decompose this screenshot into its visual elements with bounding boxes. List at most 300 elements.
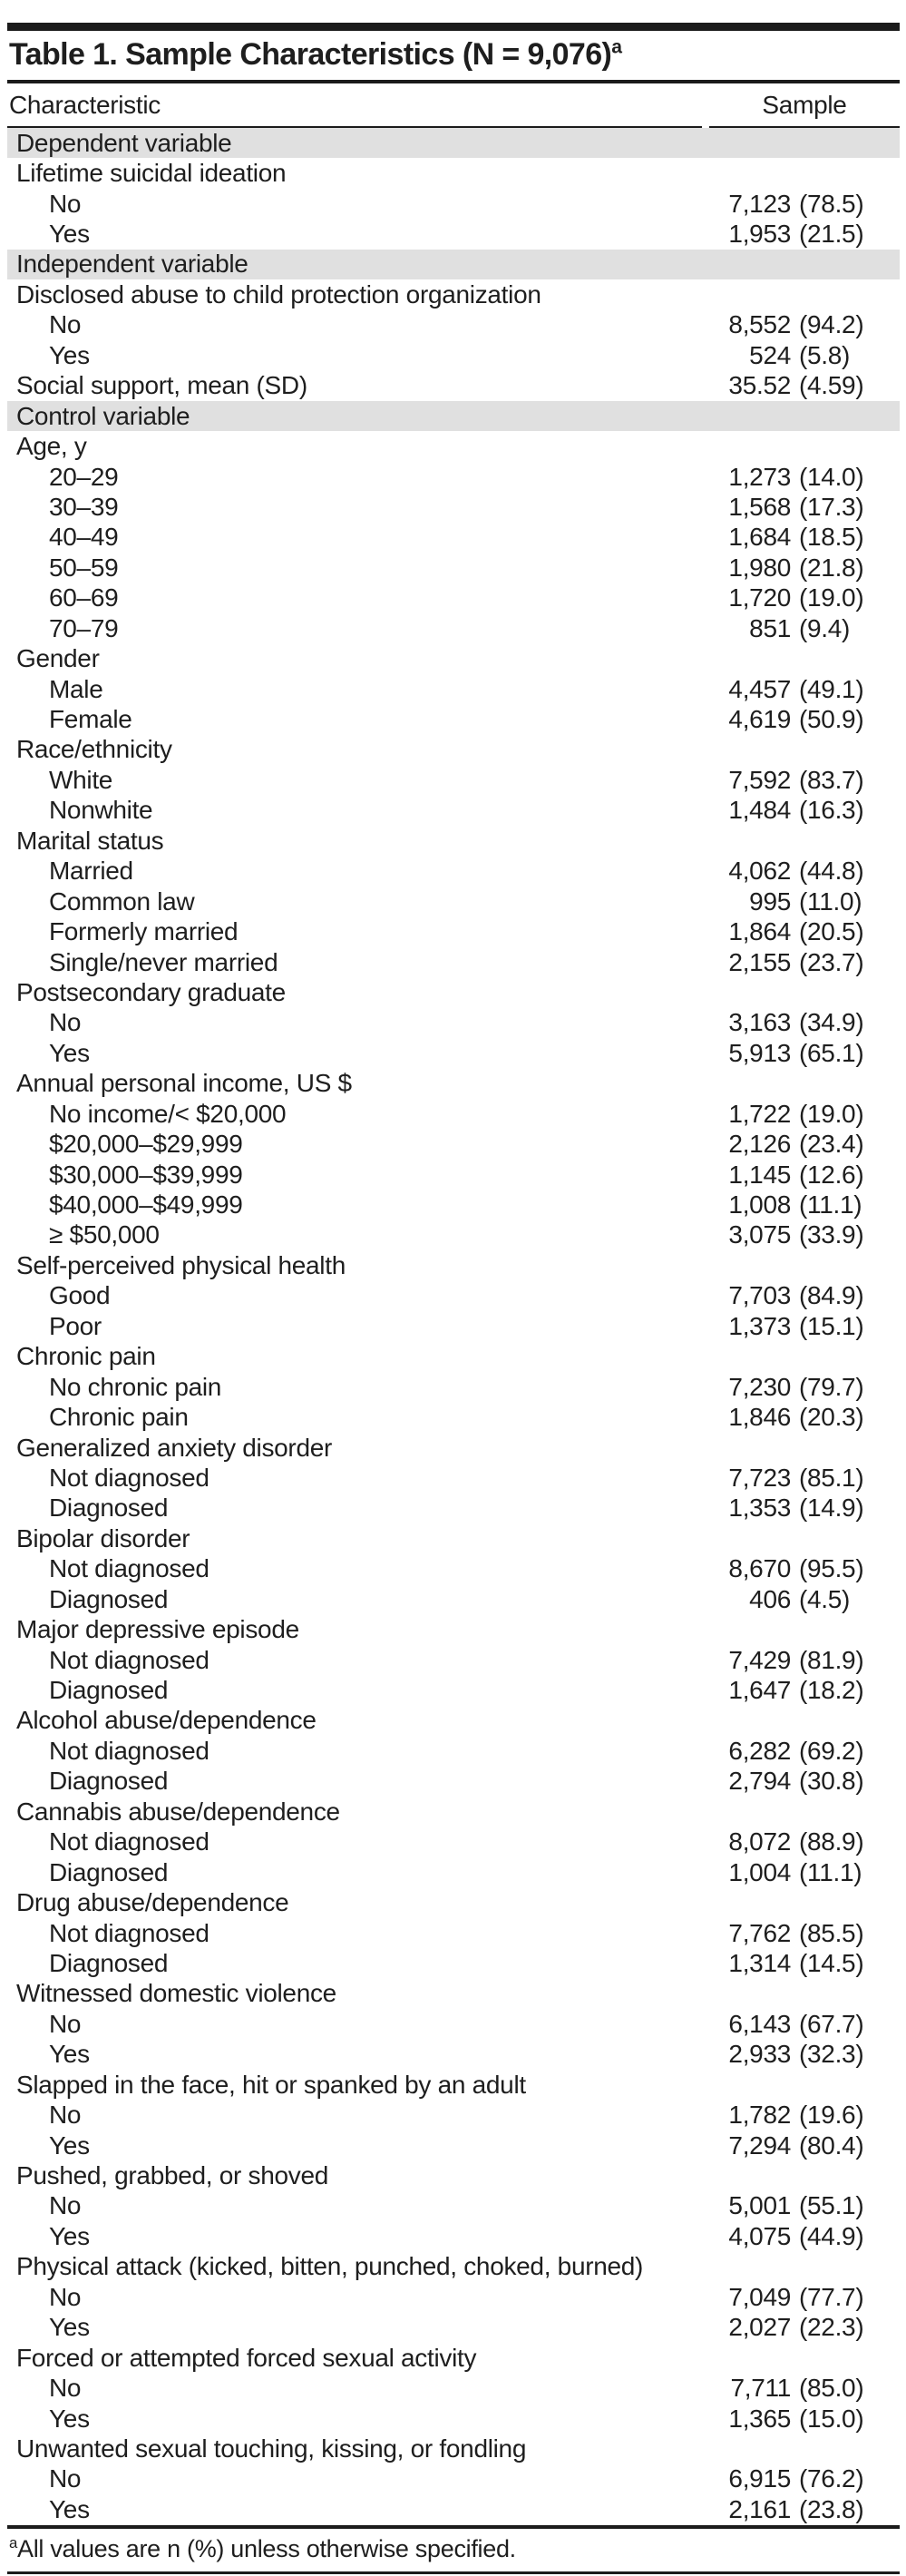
row-value bbox=[709, 1737, 900, 1766]
row-label: Dependent variable bbox=[16, 128, 232, 157]
table-row-item bbox=[7, 1857, 900, 1887]
table-row-group bbox=[7, 1797, 900, 1827]
row-label: Married bbox=[49, 857, 133, 886]
value-count: 7,703 bbox=[728, 1281, 791, 1310]
row-label: Not diagnosed bbox=[49, 1554, 209, 1583]
row-label: Yes bbox=[49, 220, 90, 249]
row-label: Marital status bbox=[16, 826, 164, 855]
value-percent: (83.7) bbox=[799, 765, 864, 794]
row-label: Not diagnosed bbox=[49, 1463, 209, 1492]
row-label: Yes bbox=[49, 2040, 90, 2069]
row-value bbox=[709, 341, 900, 370]
value-count: 3,163 bbox=[728, 1008, 791, 1037]
value-count: 8,072 bbox=[728, 1827, 791, 1856]
table-row-item bbox=[7, 2009, 900, 2039]
value-percent: (95.5) bbox=[799, 1554, 864, 1583]
row-value bbox=[709, 310, 900, 339]
value-percent: (18.5) bbox=[799, 523, 864, 552]
value-percent: (14.9) bbox=[799, 1494, 864, 1523]
value-count: 3,075 bbox=[728, 1220, 791, 1249]
column-header-characteristic: Characteristic bbox=[7, 83, 702, 128]
row-value bbox=[709, 917, 900, 946]
row-value bbox=[709, 948, 900, 977]
row-value bbox=[709, 1281, 900, 1310]
value-percent: (14.5) bbox=[799, 1948, 864, 1977]
row-label: No bbox=[49, 2101, 82, 2130]
value-percent: (44.8) bbox=[799, 857, 864, 886]
value-count: 995 bbox=[749, 886, 791, 916]
row-label: Pushed, grabbed, or shoved bbox=[16, 2161, 329, 2190]
value-count: 35.52 bbox=[728, 371, 791, 400]
value-count: 4,619 bbox=[728, 705, 791, 734]
row-value bbox=[709, 2374, 900, 2403]
table-row-item bbox=[7, 1675, 900, 1705]
row-label: ≥ $50,000 bbox=[49, 1220, 160, 1249]
table-row-item bbox=[7, 947, 900, 977]
row-value bbox=[709, 796, 900, 825]
table-row-item bbox=[7, 2191, 900, 2221]
value-count: 6,915 bbox=[728, 2464, 791, 2493]
table-row-item bbox=[7, 916, 900, 946]
row-label: Single/never married bbox=[49, 947, 278, 976]
row-label: Yes bbox=[49, 2221, 90, 2250]
row-value bbox=[709, 1161, 900, 1190]
row-label: Diagnosed bbox=[49, 1857, 169, 1886]
row-label: No bbox=[49, 2374, 82, 2403]
row-value bbox=[709, 1373, 900, 1402]
table-row-item bbox=[7, 1160, 900, 1190]
value-count: 1,722 bbox=[728, 1099, 791, 1128]
table-row-item bbox=[7, 2040, 900, 2070]
value-count: 7,123 bbox=[728, 189, 791, 218]
row-label: No bbox=[49, 1008, 82, 1037]
top-rule bbox=[7, 23, 900, 31]
table-row-group bbox=[7, 279, 900, 309]
value-percent: (49.1) bbox=[799, 674, 864, 703]
value-percent: (67.7) bbox=[799, 2009, 864, 2038]
value-percent: (30.8) bbox=[799, 1767, 864, 1796]
table-row-item bbox=[7, 1220, 900, 1250]
row-label: Common law bbox=[49, 886, 195, 916]
row-label: 70–79 bbox=[49, 613, 119, 642]
value-percent: (76.2) bbox=[799, 2464, 864, 2493]
value-percent: (19.0) bbox=[799, 583, 864, 612]
value-count: 4,075 bbox=[728, 2221, 791, 2250]
value-percent: (77.7) bbox=[799, 2282, 864, 2311]
row-label: 50–59 bbox=[49, 553, 119, 582]
row-label: Control variable bbox=[16, 401, 190, 430]
table-row-group bbox=[7, 643, 900, 673]
row-value bbox=[709, 2010, 900, 2039]
table-row-item bbox=[7, 796, 900, 826]
row-value bbox=[709, 1039, 900, 1068]
table-row-group bbox=[7, 1069, 900, 1099]
footnote-marker: a bbox=[9, 2533, 18, 2552]
row-value bbox=[709, 1130, 900, 1159]
value-percent: (15.0) bbox=[799, 2404, 864, 2433]
value-count: 7,592 bbox=[728, 765, 791, 794]
row-label: Diagnosed bbox=[49, 1584, 169, 1613]
row-value bbox=[709, 1100, 900, 1129]
row-label: Physical attack (kicked, bitten, punched, choked, burned) bbox=[16, 2252, 644, 2281]
row-label: 30–39 bbox=[49, 492, 119, 521]
value-percent: (11.1) bbox=[799, 1857, 862, 1886]
table-row-item bbox=[7, 1038, 900, 1068]
row-value bbox=[709, 1494, 900, 1523]
value-percent: (23.4) bbox=[799, 1130, 864, 1159]
value-count: 1,846 bbox=[728, 1403, 791, 1432]
value-count: 524 bbox=[749, 340, 791, 369]
row-value bbox=[709, 1008, 900, 1037]
table-row-item bbox=[7, 1281, 900, 1311]
value-count: 7,049 bbox=[728, 2282, 791, 2311]
row-label: $40,000–$49,999 bbox=[49, 1190, 243, 1219]
table-row-group bbox=[7, 2070, 900, 2100]
value-count: 1,647 bbox=[728, 1676, 791, 1705]
value-count: 4,062 bbox=[728, 857, 791, 886]
row-value bbox=[709, 1312, 900, 1341]
table-title-text: Table 1. Sample Characteristics (N = 9,076) bbox=[9, 37, 612, 72]
row-label: Slapped in the face, hit or spanked by an adult bbox=[16, 2070, 526, 2099]
row-value bbox=[709, 2040, 900, 2069]
value-count: 1,568 bbox=[728, 492, 791, 521]
row-value bbox=[709, 1827, 900, 1856]
table-row-item bbox=[7, 1190, 900, 1219]
table-row-item bbox=[7, 1645, 900, 1675]
value-count: 1,004 bbox=[728, 1857, 791, 1886]
table-row-item bbox=[7, 1402, 900, 1432]
value-percent: (23.7) bbox=[799, 947, 864, 976]
table-row-group bbox=[7, 826, 900, 856]
row-value bbox=[709, 1585, 900, 1614]
row-value bbox=[709, 2101, 900, 2130]
value-count: 1,484 bbox=[728, 796, 791, 825]
value-count: 2,027 bbox=[728, 2313, 791, 2342]
table-row-group bbox=[7, 1342, 900, 1372]
table-row-group bbox=[7, 1706, 900, 1736]
value-percent: (55.1) bbox=[799, 2191, 864, 2220]
footnote bbox=[7, 2529, 900, 2571]
row-label: Gender bbox=[16, 644, 100, 673]
table-row-item bbox=[7, 1099, 900, 1129]
value-count: 7,294 bbox=[728, 2130, 791, 2160]
row-value bbox=[709, 1646, 900, 1675]
table-row-item bbox=[7, 462, 900, 492]
table-row-group bbox=[7, 1979, 900, 2009]
row-label: No bbox=[49, 2464, 82, 2493]
row-label: Unwanted sexual touching, kissing, or fondling bbox=[16, 2434, 527, 2463]
row-label: No bbox=[49, 310, 82, 339]
value-count: 6,282 bbox=[728, 1736, 791, 1765]
row-value bbox=[709, 887, 900, 916]
row-label: Male bbox=[49, 674, 103, 703]
table-rows bbox=[7, 128, 900, 2525]
value-count: 1,365 bbox=[728, 2404, 791, 2433]
table-row-group bbox=[7, 735, 900, 765]
row-label: No bbox=[49, 2009, 82, 2038]
row-value bbox=[709, 2405, 900, 2434]
row-label: Annual personal income, US $ bbox=[16, 1069, 352, 1098]
value-count: 1,353 bbox=[728, 1494, 791, 1523]
row-label: Disclosed abuse to child protection organization bbox=[16, 279, 541, 309]
row-label: No bbox=[49, 2191, 82, 2220]
value-percent: (4.59) bbox=[799, 371, 864, 400]
value-percent: (11.1) bbox=[799, 1190, 862, 1219]
row-label: Yes bbox=[49, 2404, 90, 2433]
table-row-group bbox=[7, 1614, 900, 1644]
row-value bbox=[709, 2191, 900, 2220]
table-row-item bbox=[7, 2221, 900, 2251]
table-row-item bbox=[7, 2100, 900, 2130]
row-value bbox=[709, 2222, 900, 2251]
row-value bbox=[709, 675, 900, 704]
table-row-item bbox=[7, 2373, 900, 2403]
row-value bbox=[709, 220, 900, 249]
value-count: 4,457 bbox=[728, 674, 791, 703]
table-row-item bbox=[7, 1918, 900, 1948]
table-row-item bbox=[7, 2282, 900, 2312]
value-count: 7,723 bbox=[728, 1463, 791, 1492]
row-label: 60–69 bbox=[49, 583, 119, 612]
row-value bbox=[709, 1554, 900, 1583]
table-row-group bbox=[7, 371, 900, 401]
value-count: 7,762 bbox=[728, 1918, 791, 1947]
value-count: 7,429 bbox=[728, 1645, 791, 1674]
table-row-item bbox=[7, 1584, 900, 1614]
row-label: Drug abuse/dependence bbox=[16, 1888, 289, 1917]
value-percent: (84.9) bbox=[799, 1281, 864, 1310]
row-value bbox=[709, 766, 900, 795]
row-label: No bbox=[49, 2282, 82, 2311]
row-value bbox=[709, 857, 900, 886]
table-row-group bbox=[7, 1433, 900, 1463]
row-label: Nonwhite bbox=[49, 796, 153, 825]
row-label: Poor bbox=[49, 1311, 102, 1340]
table-row-item bbox=[7, 704, 900, 734]
row-label: Yes bbox=[49, 2130, 90, 2160]
value-percent: (78.5) bbox=[799, 189, 864, 218]
table-row-item bbox=[7, 583, 900, 613]
table-row-item bbox=[7, 674, 900, 704]
row-value bbox=[709, 463, 900, 492]
value-percent: (69.2) bbox=[799, 1736, 864, 1765]
row-label: Diagnosed bbox=[49, 1767, 169, 1796]
value-percent: (4.5) bbox=[799, 1584, 851, 1613]
row-label: Diagnosed bbox=[49, 1494, 169, 1523]
value-count: 2,126 bbox=[728, 1130, 791, 1159]
value-count: 1,373 bbox=[728, 1311, 791, 1340]
row-label: Yes bbox=[49, 340, 90, 369]
table-row-group bbox=[7, 1523, 900, 1553]
row-value bbox=[709, 1949, 900, 1978]
row-value bbox=[709, 614, 900, 643]
row-label: $30,000–$39,999 bbox=[49, 1160, 243, 1189]
value-percent: (20.3) bbox=[799, 1403, 864, 1432]
row-label: Yes bbox=[49, 2494, 90, 2523]
table-row-item bbox=[7, 523, 900, 553]
row-label: Yes bbox=[49, 1038, 90, 1067]
value-percent: (34.9) bbox=[799, 1008, 864, 1037]
row-label: No income/< $20,000 bbox=[49, 1099, 287, 1128]
row-value bbox=[709, 2464, 900, 2493]
row-label: No chronic pain bbox=[49, 1372, 222, 1401]
row-label: Self-perceived physical health bbox=[16, 1250, 346, 1279]
value-percent: (11.0) bbox=[799, 886, 862, 916]
row-value bbox=[709, 1190, 900, 1219]
value-percent: (19.6) bbox=[799, 2101, 864, 2130]
value-percent: (16.3) bbox=[799, 796, 864, 825]
row-label: Chronic pain bbox=[16, 1342, 156, 1371]
value-percent: (50.9) bbox=[799, 705, 864, 734]
table-row-group bbox=[7, 158, 900, 188]
value-percent: (12.6) bbox=[799, 1160, 864, 1189]
value-percent: (23.8) bbox=[799, 2494, 864, 2523]
value-count: 406 bbox=[749, 1584, 791, 1613]
value-count: 2,155 bbox=[728, 947, 791, 976]
table-row-group bbox=[7, 977, 900, 1007]
value-percent: (14.0) bbox=[799, 462, 864, 491]
table-row-item bbox=[7, 553, 900, 583]
table-row-item bbox=[7, 1767, 900, 1797]
row-label: Cannabis abuse/dependence bbox=[16, 1797, 340, 1826]
table-row-group bbox=[7, 2252, 900, 2282]
table-row-item bbox=[7, 613, 900, 643]
row-value bbox=[709, 2131, 900, 2160]
value-percent: (81.9) bbox=[799, 1645, 864, 1674]
value-percent: (15.1) bbox=[799, 1311, 864, 1340]
row-label: 20–29 bbox=[49, 462, 119, 491]
table-row-group bbox=[7, 1250, 900, 1280]
row-value bbox=[709, 371, 900, 400]
table-row-item bbox=[7, 492, 900, 522]
value-count: 2,933 bbox=[728, 2040, 791, 2069]
row-label: Yes bbox=[49, 2313, 90, 2342]
value-count: 1,145 bbox=[728, 1160, 791, 1189]
row-value bbox=[709, 523, 900, 552]
table-row-item bbox=[7, 1736, 900, 1766]
row-label: Diagnosed bbox=[49, 1676, 169, 1705]
column-header-sample: Sample bbox=[709, 83, 900, 128]
row-label: Age, y bbox=[16, 432, 87, 461]
value-percent: (20.5) bbox=[799, 917, 864, 946]
value-percent: (19.0) bbox=[799, 1099, 864, 1128]
table-row-item bbox=[7, 1129, 900, 1159]
table-row-item bbox=[7, 2130, 900, 2160]
table-row-item bbox=[7, 2464, 900, 2494]
row-value bbox=[709, 1676, 900, 1705]
row-value bbox=[709, 2313, 900, 2342]
table-row-item bbox=[7, 1494, 900, 1523]
table-row-item bbox=[7, 1008, 900, 1038]
row-value bbox=[709, 1403, 900, 1432]
row-label: Social support, mean (SD) bbox=[16, 371, 307, 400]
value-percent: (18.2) bbox=[799, 1676, 864, 1705]
value-count: 1,782 bbox=[728, 2101, 791, 2130]
value-count: 1,953 bbox=[728, 220, 791, 249]
row-label: Alcohol abuse/dependence bbox=[16, 1706, 317, 1735]
row-label: Lifetime suicidal ideation bbox=[16, 159, 287, 188]
value-count: 1,980 bbox=[728, 553, 791, 582]
row-label: Forced or attempted forced sexual activity bbox=[16, 2343, 477, 2372]
table-row-item bbox=[7, 189, 900, 219]
row-value bbox=[709, 1464, 900, 1493]
value-percent: (32.3) bbox=[799, 2040, 864, 2069]
value-count: 2,794 bbox=[728, 1767, 791, 1796]
row-label: Not diagnosed bbox=[49, 1736, 209, 1765]
row-value bbox=[709, 1220, 900, 1249]
value-percent: (65.1) bbox=[799, 1038, 864, 1067]
row-label: 40–49 bbox=[49, 523, 119, 552]
value-percent: (79.7) bbox=[799, 1372, 864, 1401]
row-value bbox=[709, 583, 900, 612]
value-count: 1,273 bbox=[728, 462, 791, 491]
value-percent: (85.0) bbox=[799, 2374, 864, 2403]
value-percent: (80.4) bbox=[799, 2130, 864, 2160]
value-count: 7,230 bbox=[728, 1372, 791, 1401]
row-label: Witnessed domestic violence bbox=[16, 1979, 336, 2008]
row-label: Not diagnosed bbox=[49, 1645, 209, 1674]
row-label: Diagnosed bbox=[49, 1948, 169, 1977]
value-percent: (21.5) bbox=[799, 220, 864, 249]
value-count: 851 bbox=[749, 613, 791, 642]
table-row-section bbox=[7, 128, 900, 158]
value-count: 6,143 bbox=[728, 2009, 791, 2038]
table-row-item bbox=[7, 886, 900, 916]
row-label: Chronic pain bbox=[49, 1403, 189, 1432]
value-count: 1,008 bbox=[728, 1190, 791, 1219]
value-count: 1,720 bbox=[728, 583, 791, 612]
value-count: 8,670 bbox=[728, 1554, 791, 1583]
footnote-text: All values are n (%) unless otherwise specified. bbox=[17, 2534, 516, 2562]
table-row-item bbox=[7, 219, 900, 249]
value-count: 1,314 bbox=[728, 1948, 791, 1977]
value-percent: (88.9) bbox=[799, 1827, 864, 1856]
table-row-group bbox=[7, 2160, 900, 2190]
table-row-group bbox=[7, 2343, 900, 2373]
row-label: Not diagnosed bbox=[49, 1918, 209, 1947]
table-row-item bbox=[7, 1372, 900, 1402]
row-value bbox=[709, 2283, 900, 2312]
table-row-section bbox=[7, 250, 900, 279]
value-count: 1,864 bbox=[728, 917, 791, 946]
value-count: 1,684 bbox=[728, 523, 791, 552]
row-value bbox=[709, 705, 900, 734]
row-label: Formerly married bbox=[49, 917, 239, 946]
row-value bbox=[709, 1858, 900, 1887]
table-row-item bbox=[7, 340, 900, 370]
value-count: 8,552 bbox=[728, 310, 791, 339]
value-count: 5,001 bbox=[728, 2191, 791, 2220]
value-percent: (94.2) bbox=[799, 310, 864, 339]
table-row-item bbox=[7, 1463, 900, 1493]
row-value bbox=[709, 1767, 900, 1796]
value-count: 2,161 bbox=[728, 2494, 791, 2523]
row-label: Not diagnosed bbox=[49, 1827, 209, 1856]
row-label: Postsecondary graduate bbox=[16, 977, 286, 1006]
table-row-item bbox=[7, 857, 900, 886]
table-row-item bbox=[7, 2313, 900, 2343]
row-label: Female bbox=[49, 705, 132, 734]
value-percent: (5.8) bbox=[799, 340, 851, 369]
table-row-item bbox=[7, 765, 900, 795]
table-row-group bbox=[7, 431, 900, 461]
table-row-item bbox=[7, 1554, 900, 1584]
value-percent: (17.3) bbox=[799, 492, 864, 521]
value-percent: (21.8) bbox=[799, 553, 864, 582]
value-percent: (9.4) bbox=[799, 613, 851, 642]
row-label: Generalized anxiety disorder bbox=[16, 1433, 333, 1462]
row-value bbox=[709, 1919, 900, 1948]
